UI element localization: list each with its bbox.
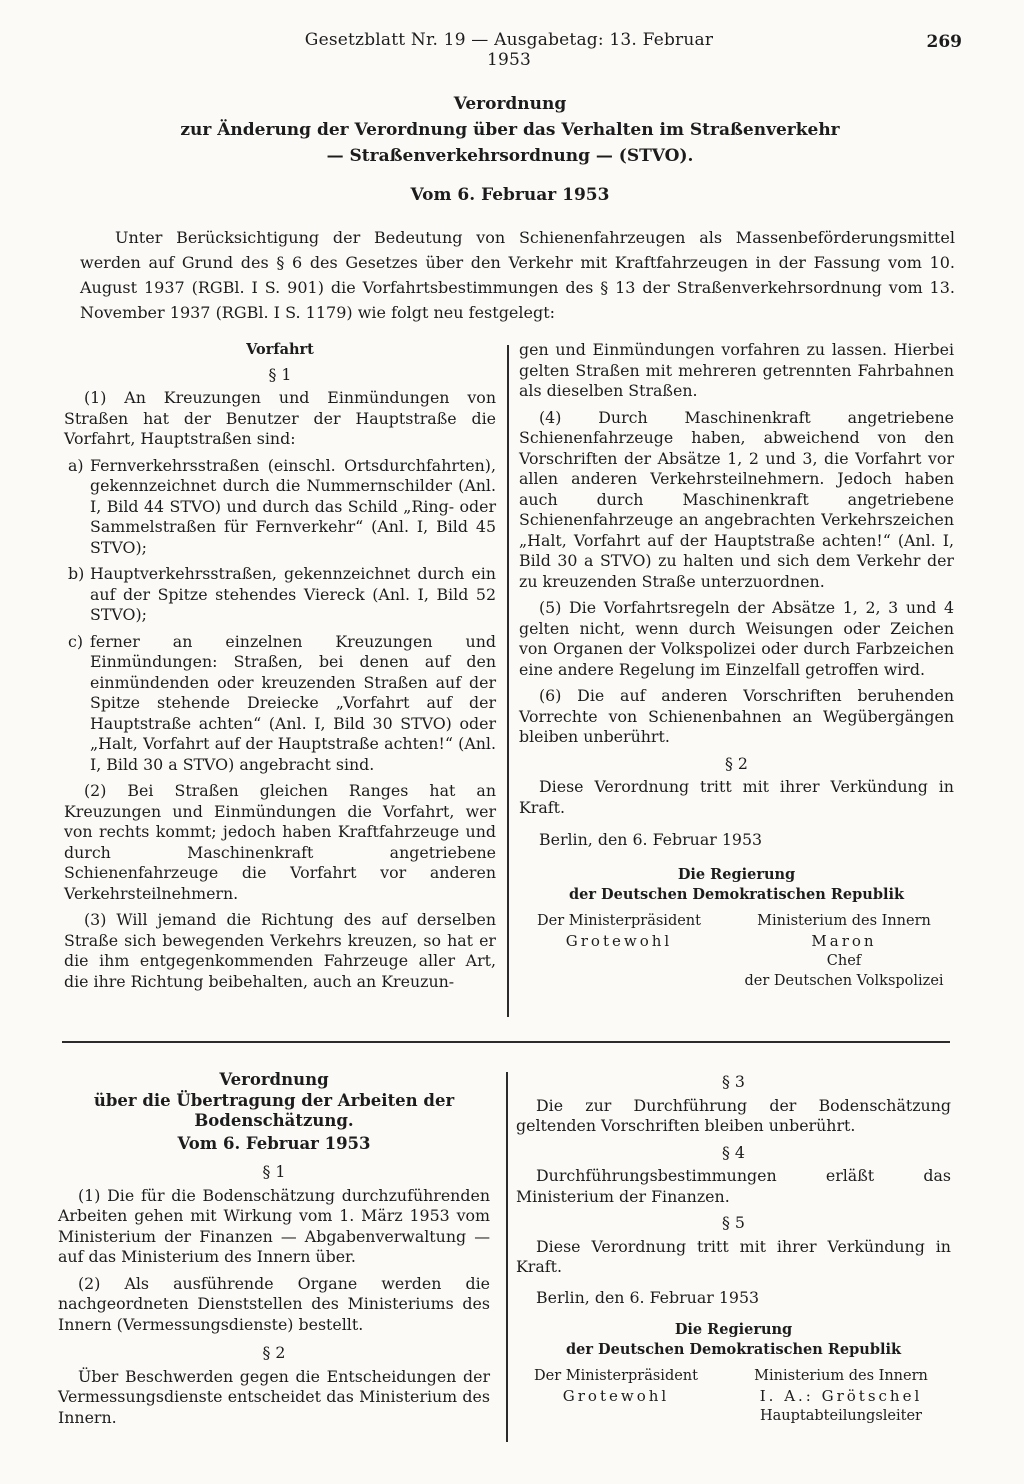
signature-block bbox=[516, 1366, 951, 1426]
page-number: 269 bbox=[926, 32, 962, 52]
paragraph-text: (2) Bei Straßen gleichen Ranges hat an Kreuzungen und Einmündungen die Vorfahrt, wer von rechts kommt; jedoch haben Kraftfahrzeuge und durch Maschinenkraft angetriebene Schienenfahrzeuge die Vorfahrt vor anderen Verkehrsteilnehmern. bbox=[64, 781, 496, 903]
signatory-title: Der Ministerpräsident bbox=[537, 912, 701, 929]
signatory-title: Ministerium des Innern bbox=[757, 912, 931, 929]
paragraph-text: (1) Die für die Bodenschätzung durchzuführenden Arbeiten gehen mit Wirkung vom 1. März 1953 vom Ministerium der Finanzen — Abgabenverwaltung — auf das Ministerium des Innern über. bbox=[58, 1185, 490, 1266]
paragraph-text: Diese Verordnung tritt mit ihrer Verkündung in Kraft. bbox=[519, 777, 954, 817]
paragraph-text: Die zur Durchführung der Bodenschätzung geltenden Vorschriften bleiben unberührt. bbox=[516, 1095, 951, 1135]
list-item bbox=[64, 632, 496, 776]
paragraph-text: (4) Durch Maschinenkraft angetriebene Schienenfahrzeuge haben, abweichend von den Vorschriften der Absätze 1, 2 und 3, die Vorfahrt vor allen anderen Verkehrsteilnehmern. Jedoch haben auch durch Maschinenkraft angetriebene Schienenfahrzeuge an angebrachten Verkehrszeichen „Halt, Vorfahrt auf der Hauptstraße achten!“ (Anl. I, Bild 30 a STVO) zu halten und sich dem Verkehr der zu kreuzenden Straße unterzuordnen. bbox=[519, 407, 954, 591]
government-line: der Deutschen Demokratischen Republik bbox=[568, 885, 905, 903]
list-text: Hauptverkehrsstraßen, gekennzeichnet durch ein auf der Spitze stehendes Viereck (Anl. I, Bild 52 STVO); bbox=[90, 564, 496, 624]
list-item bbox=[64, 456, 496, 559]
list-label: a) bbox=[68, 455, 84, 475]
signatory-name: I. A.: Grötschel bbox=[759, 1387, 923, 1405]
decree1-left-column bbox=[64, 340, 496, 998]
decree1-date: Vom 6. Februar 1953 bbox=[410, 185, 610, 205]
signatory-name: Grotewohl bbox=[562, 1387, 670, 1405]
list-text: Fernverkehrsstraßen (einschl. Ortsdurchfahrten), gekennzeichnet durch die Nummernschilder (Anl. I, Bild 44 STVO) und durch das Schild „Ring- oder Sammelstraßen für Fernverkehr“ (Anl. I, Bild 45 STVO); bbox=[90, 455, 496, 557]
signatory-role: Hauptabteilungsleiter bbox=[760, 1408, 922, 1424]
paragraph-text: (5) Die Vorfahrtsregeln der Absätze 1, 2, 3 und 4 gelten nicht, wenn durch Weisungen oder Zeichen von Organen der Volkspolizei oder durch Farbzeichen eine andere Regelung im Einzelfall getroffen wird. bbox=[519, 598, 954, 679]
signatory-role: der Deutschen Volkspolizei bbox=[744, 972, 944, 989]
place-date: Berlin, den 6. Februar 1953 bbox=[536, 1287, 760, 1307]
place-date: Berlin, den 6. Februar 1953 bbox=[539, 830, 763, 849]
paragraph-number: § 1 bbox=[262, 1162, 286, 1181]
paragraph-number: § 4 bbox=[722, 1142, 745, 1162]
decree2-date: Vom 6. Februar 1953 bbox=[177, 1133, 371, 1153]
paragraph-text: (1) An Kreuzungen und Einmündungen von Straßen hat der Benutzer der Hauptstraße die Vorfahrt, Hauptstraßen sind: bbox=[64, 388, 496, 448]
main-road-list bbox=[64, 456, 496, 776]
paragraph-continuation: gen und Einmündungen vorfahren zu lassen. Hierbei gelten Straßen mit mehreren getrennten Fahrbahnen als dieselben Straßen. bbox=[519, 340, 954, 400]
government-line: der Deutschen Demokratischen Republik bbox=[565, 1341, 902, 1358]
decree1-preamble bbox=[80, 225, 955, 325]
paragraph-text: Diese Verordnung tritt mit ihrer Verkündung in Kraft. bbox=[516, 1236, 951, 1276]
list-text: ferner an einzelnen Kreuzungen und Einmündungen: Straßen, bei denen auf den einmündenden oder kreuzenden Straßen auf der Spitze stehende Dreiecke „Vorfahrt auf der Hauptstraße achten“ (Anl. I, Bild 30 STVO) oder „Halt, Vorfahrt auf der Hauptstraße achten!“ (Anl. I, Bild 30 a STVO) angebracht sind. bbox=[90, 631, 496, 774]
signatory-name: Grotewohl bbox=[565, 931, 673, 950]
section-heading: Vorfahrt bbox=[246, 341, 314, 358]
paragraph-number: § 2 bbox=[262, 1343, 286, 1362]
signature-left bbox=[516, 1366, 716, 1426]
decree1-short-title: — Straßenverkehrsordnung — (STVO). bbox=[326, 146, 694, 166]
paragraph-number: § 5 bbox=[722, 1213, 745, 1232]
signature-left bbox=[519, 911, 719, 991]
list-item bbox=[64, 564, 496, 626]
signatory-title: Ministerium des Innern bbox=[754, 1368, 928, 1384]
signatory-title: Der Ministerpräsident bbox=[534, 1368, 698, 1384]
signatory-name: Maron bbox=[811, 931, 877, 950]
signature-block bbox=[519, 911, 954, 991]
list-label: b) bbox=[68, 564, 85, 583]
decree2-right-column bbox=[516, 1072, 951, 1426]
decree1-subtitle: zur Änderung der Verordnung über das Verhalten im Straßenverkehr bbox=[180, 120, 840, 140]
paragraph-text: Über Beschwerden gegen die Entscheidungen der Vermessungsdienste entscheidet das Ministerium des Innern. bbox=[58, 1366, 490, 1427]
paragraph-text: (2) Als ausführende Organe werden die nachgeordneten Dienststellen des Ministeriums des Innern (Vermessungsdienste) bestellt. bbox=[58, 1273, 490, 1334]
government-line: Die Regierung bbox=[677, 865, 796, 883]
paragraph-number: § 1 bbox=[268, 364, 292, 384]
section-divider bbox=[62, 1041, 950, 1043]
signature-right bbox=[731, 1366, 951, 1426]
paragraph-text: Durchführungsbestimmungen erläßt das Ministerium der Finanzen. bbox=[516, 1166, 951, 1206]
decree2-title: Verordnung bbox=[219, 1070, 329, 1089]
paragraph-number: § 3 bbox=[722, 1072, 745, 1091]
list-label: c) bbox=[68, 631, 84, 651]
decree1-title: Verordnung bbox=[453, 94, 567, 114]
column-divider bbox=[507, 345, 509, 1017]
paragraph-text: (3) Will jemand die Richtung des auf derselben Straße sich bewegenden Verkehrs kreuzen, so hat er die ihm entgegenkommenden Fahrzeuge aller Art, die ihre Richtung beibehalten, auch an Kreuzun- bbox=[64, 910, 496, 991]
paragraph-text: (6) Die auf anderen Vorschriften beruhenden Vorrechte von Schienenbahnen an Wegübergängen bleiben unberührt. bbox=[519, 686, 954, 746]
running-header: Gesetzblatt Nr. 19 — Ausgabetag: 13. Februar 1953 bbox=[304, 30, 714, 70]
decree1-right-column bbox=[519, 340, 954, 991]
column-divider bbox=[506, 1072, 508, 1442]
government-line: Die Regierung bbox=[674, 1321, 793, 1338]
decree2-subtitle: über die Übertragung der Arbeiten der Bodenschätzung. bbox=[93, 1090, 455, 1130]
signature-right bbox=[734, 911, 954, 991]
preamble-text: Unter Berücksichtigung der Bedeutung von Schienenfahrzeugen als Massenbeförderungsmittel werden auf Grund des § 6 des Gesetzes über den Verkehr mit Kraftfahrzeugen in der Fassung vom 10. August 1937 (RGBl. I S. 901) die Vorfahrtsbestimmungen des § 13 der Straßenverkehrsordnung vom 13. November 1937 (RGBl. I S. 1179) wie folgt neu festgelegt: bbox=[80, 228, 955, 322]
signatory-role: Chef bbox=[826, 952, 862, 969]
decree2-left-column bbox=[58, 1070, 490, 1434]
paragraph-number: § 2 bbox=[725, 753, 748, 773]
